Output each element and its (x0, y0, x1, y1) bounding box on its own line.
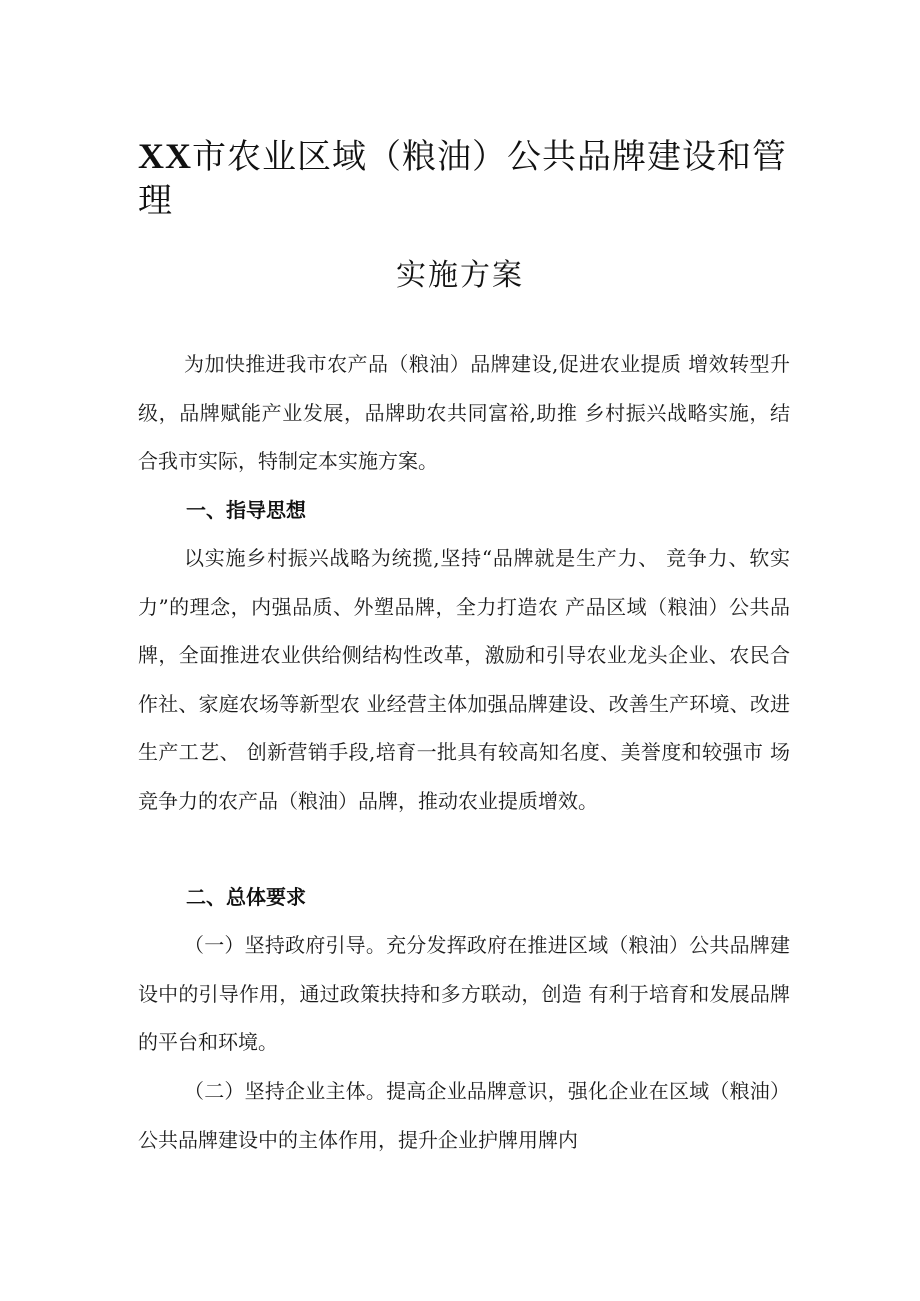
requirement-item-2: （二）坚持企业主体。提高企业品牌意识，强化企业在区域（粮油）公共品牌建设中的主体作用，提升企业护牌用牌内 (138, 1079, 790, 1152)
document-title (138, 134, 798, 223)
document-subtitle: 实施方案 (396, 258, 524, 293)
section-heading-general-requirements: 二、总体要求 (186, 885, 306, 909)
section-heading-guiding-ideology: 一、指导思想 (186, 498, 306, 522)
requirement-item-1: （一）坚持政府引导。充分发挥政府在推进区域（粮油）公共品牌建设中的引导作用，通过政策扶持和多方联动，创造 有利于培育和发展品牌的平台和环境。 (138, 933, 790, 1054)
guiding-ideology-paragraph: 以实施乡村振兴战略为统揽,坚持“品牌就是生产力、 竞争力、软实力”的理念，内强品质、外塑品牌，全力打造农 产品区域（粮油）公共品牌，全面推进农业供给侧结构性改革，激励和引导农业龙头企业、农民合作社、家庭农场等新型农 业经营主体加强品牌建设、改善生产环境、改进生产工艺、 创新营销手段,培育一批具有较高知名度、美誉度和较强市 场竞争力的农产品（粮油）品牌，推动农业提质增效。 (138, 546, 790, 813)
intro-paragraph: 为加快推进我市农产品（粮油）品牌建设,促进农业提质 增效转型升级，品牌赋能产业发展，品牌助农共同富裕,助推 乡村振兴战略实施，结合我市实际，特制定本实施方案。 (138, 352, 790, 473)
title-prefix: XX (138, 136, 192, 176)
title-text: 市农业区域（粮油）公共品牌建设和管理 (138, 137, 787, 221)
